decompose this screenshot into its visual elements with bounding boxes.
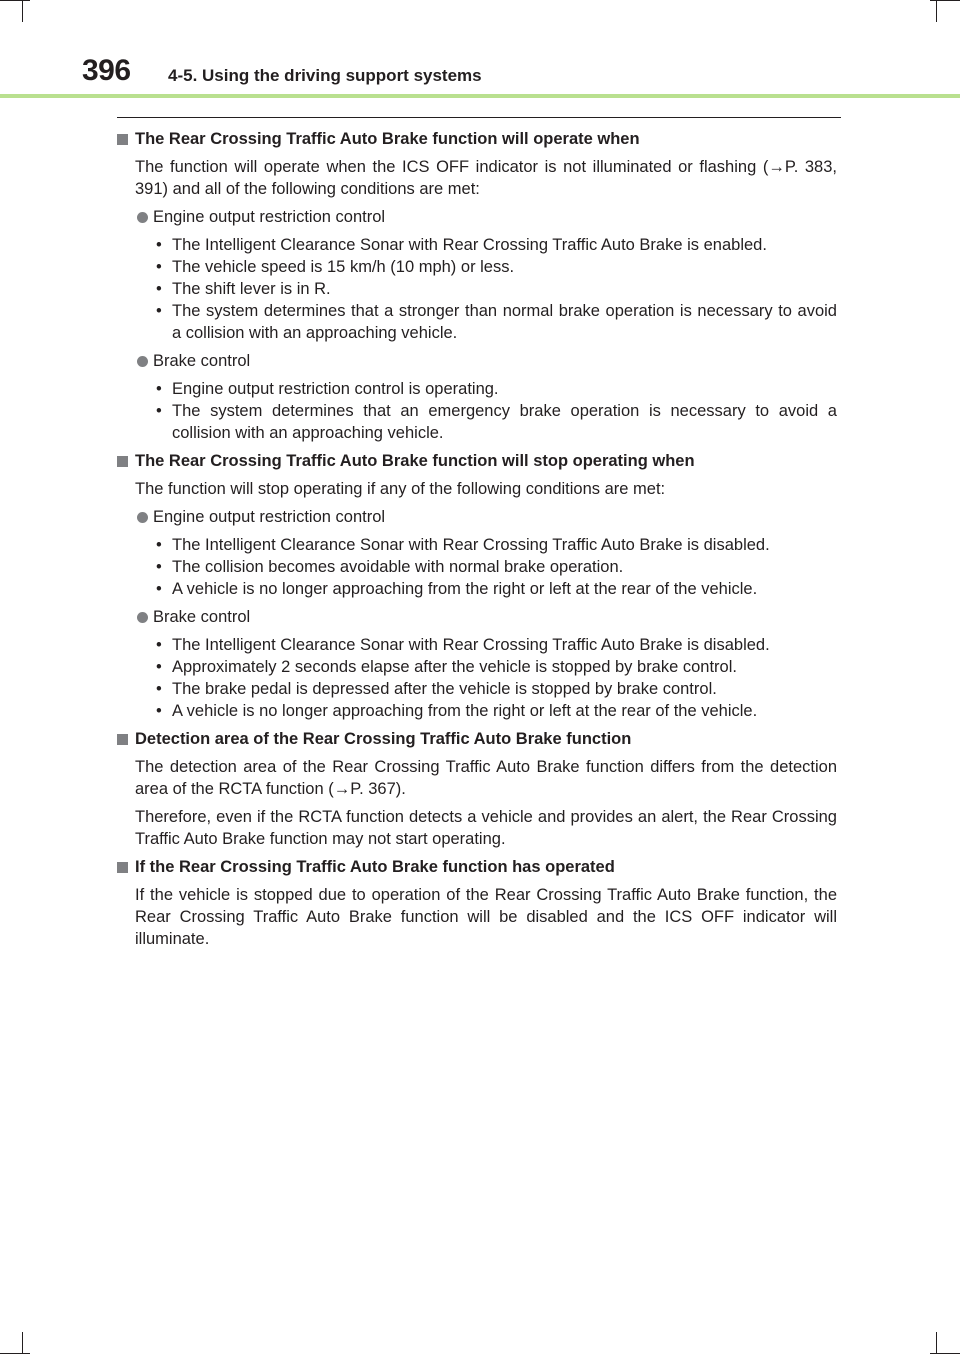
list-item bbox=[153, 278, 837, 300]
list-item-text: The brake pedal is depressed after the vehicle is stopped by brake control. bbox=[172, 680, 717, 698]
list-item bbox=[153, 634, 837, 656]
middle-dot-icon: • bbox=[156, 580, 162, 598]
list-item bbox=[153, 234, 837, 256]
circle-bullet-icon bbox=[137, 356, 148, 367]
list-item bbox=[153, 300, 837, 344]
list-item-text: The collision becomes avoidable with normal brake operation. bbox=[172, 558, 624, 576]
list-item bbox=[153, 656, 837, 678]
condition-list bbox=[153, 634, 837, 722]
circle-bullet-icon bbox=[137, 512, 148, 523]
middle-dot-icon: • bbox=[156, 702, 162, 720]
list-item bbox=[153, 534, 837, 556]
section bbox=[117, 128, 837, 444]
paragraph: The detection area of the Rear Crossing Traffic Auto Brake function differs from the detection area of the RCTA function (→P. 367). bbox=[135, 758, 837, 798]
crop-mark bbox=[936, 0, 937, 22]
section-heading bbox=[117, 450, 837, 472]
list-item bbox=[153, 578, 837, 600]
list-item-text: The Intelligent Clearance Sonar with Rear Crossing Traffic Auto Brake is enabled. bbox=[172, 236, 767, 254]
control-group-heading bbox=[135, 606, 837, 628]
middle-dot-icon: • bbox=[156, 380, 162, 398]
circle-bullet-icon bbox=[137, 212, 148, 223]
paragraph: The function will stop operating if any of the following conditions are met: bbox=[135, 480, 666, 498]
section-heading-text: If the Rear Crossing Traffic Auto Brake function has operated bbox=[135, 858, 615, 876]
page-number: 396 bbox=[82, 54, 131, 87]
list-item-text: A vehicle is no longer approaching from the right or left at the rear of the vehicle. bbox=[172, 702, 758, 720]
control-group-label: Engine output restriction control bbox=[153, 208, 386, 226]
top-rule bbox=[117, 117, 841, 118]
middle-dot-icon: • bbox=[156, 402, 162, 420]
list-item-text: The vehicle speed is 15 km/h (10 mph) or less. bbox=[172, 258, 515, 276]
section-heading-text: Detection area of the Rear Crossing Traffic Auto Brake function bbox=[135, 730, 632, 748]
middle-dot-icon: • bbox=[156, 236, 162, 254]
crop-mark bbox=[930, 0, 960, 1]
paragraph: The function will operate when the ICS OFF indicator is not illuminated or flashing (→P. 383, 391) and all of the following conditions are met: bbox=[135, 158, 837, 198]
condition-list bbox=[153, 378, 837, 444]
list-item-text: The Intelligent Clearance Sonar with Rear Crossing Traffic Auto Brake is disabled. bbox=[172, 536, 770, 554]
crop-mark bbox=[22, 0, 23, 22]
section-heading bbox=[117, 728, 837, 750]
crop-mark bbox=[22, 1332, 23, 1354]
square-bullet-icon bbox=[117, 862, 128, 873]
condition-list bbox=[153, 534, 837, 600]
crop-mark bbox=[0, 0, 30, 1]
middle-dot-icon: • bbox=[156, 302, 162, 320]
list-item bbox=[153, 400, 837, 444]
list-item-text: The shift lever is in R. bbox=[172, 280, 331, 298]
control-group-label: Brake control bbox=[153, 352, 251, 370]
middle-dot-icon: • bbox=[156, 658, 162, 676]
control-group-heading bbox=[135, 350, 837, 372]
list-item-text: The system determines that a stronger than normal brake operation is necessary to avoid a collision with an approaching vehicle. bbox=[172, 302, 837, 342]
section-heading bbox=[117, 128, 837, 150]
list-item bbox=[153, 256, 837, 278]
middle-dot-icon: • bbox=[156, 536, 162, 554]
control-group-label: Brake control bbox=[153, 608, 251, 626]
middle-dot-icon: • bbox=[156, 258, 162, 276]
crop-mark bbox=[936, 1332, 937, 1354]
middle-dot-icon: • bbox=[156, 636, 162, 654]
section bbox=[117, 450, 837, 722]
list-item bbox=[153, 678, 837, 700]
paragraph: If the vehicle is stopped due to operation of the Rear Crossing Traffic Auto Brake function, the Rear Crossing Traffic Auto Brake function will be disabled and the ICS OFF indicator will illuminate. bbox=[135, 886, 837, 948]
control-group-label: Engine output restriction control bbox=[153, 508, 386, 526]
header-accent-line bbox=[0, 94, 960, 98]
control-group-heading bbox=[135, 206, 837, 228]
section bbox=[117, 856, 837, 950]
control-group-heading bbox=[135, 506, 837, 528]
list-item bbox=[153, 700, 837, 722]
condition-list bbox=[153, 234, 837, 344]
list-item-text: A vehicle is no longer approaching from the right or left at the rear of the vehicle. bbox=[172, 580, 758, 598]
section-heading-text: The Rear Crossing Traffic Auto Brake function will stop operating when bbox=[135, 452, 695, 470]
section-heading-text: The Rear Crossing Traffic Auto Brake function will operate when bbox=[135, 130, 640, 148]
middle-dot-icon: • bbox=[156, 280, 162, 298]
square-bullet-icon bbox=[117, 456, 128, 467]
list-item bbox=[153, 378, 837, 400]
square-bullet-icon bbox=[117, 134, 128, 145]
list-item bbox=[153, 556, 837, 578]
circle-bullet-icon bbox=[137, 612, 148, 623]
paragraph: Therefore, even if the RCTA function detects a vehicle and provides an alert, the Rear Crossing Traffic Auto Brake function may not start operating. bbox=[135, 808, 837, 848]
list-item-text: Approximately 2 seconds elapse after the vehicle is stopped by brake control. bbox=[172, 658, 737, 676]
list-item-text: The system determines that an emergency brake operation is necessary to avoid a collision with an approaching vehicle. bbox=[172, 402, 837, 442]
list-item-text: Engine output restriction control is operating. bbox=[172, 380, 499, 398]
middle-dot-icon: • bbox=[156, 680, 162, 698]
middle-dot-icon: • bbox=[156, 558, 162, 576]
list-item-text: The Intelligent Clearance Sonar with Rear Crossing Traffic Auto Brake is disabled. bbox=[172, 636, 770, 654]
square-bullet-icon bbox=[117, 734, 128, 745]
section-heading bbox=[117, 856, 837, 878]
page-content bbox=[117, 128, 837, 950]
section bbox=[117, 728, 837, 850]
chapter-title: 4-5. Using the driving support systems bbox=[168, 66, 482, 85]
